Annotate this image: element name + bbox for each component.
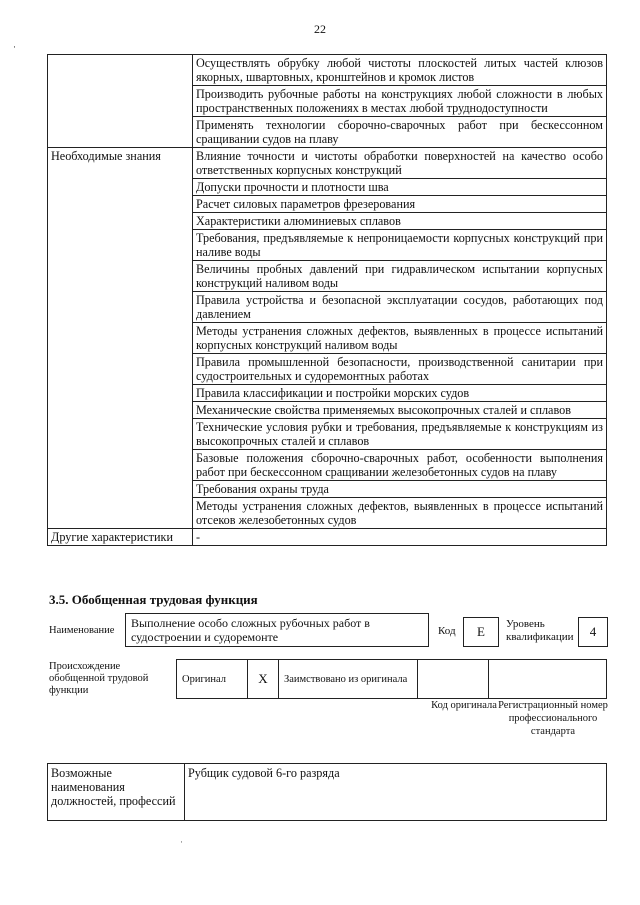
code-label: Код bbox=[438, 625, 456, 637]
level-label: Уровень квалификации bbox=[506, 618, 574, 643]
origin-code-cell bbox=[418, 660, 489, 699]
positions-value: Рубщик судовой 6-го разряда bbox=[185, 764, 607, 821]
origin-label: Происхождение обобщенной трудовой функции bbox=[49, 661, 149, 696]
row-content-cell: - bbox=[193, 529, 607, 546]
row-content-cell: Механические свойства применяемых высокопрочных сталей и сплавов bbox=[193, 402, 607, 419]
row-content-cell: Базовые положения сборочно-сварочных работ, особенности выполнения работ при бескессонном сращивании железобетонных судов на плаву bbox=[193, 450, 607, 481]
skills-knowledge-table bbox=[47, 54, 607, 546]
stray-dot: · bbox=[180, 837, 183, 847]
other-label-cell: Другие характеристики bbox=[48, 529, 193, 546]
row-content-cell: Расчет силовых параметров фрезерования bbox=[193, 196, 607, 213]
row-content-cell: Влияние точности и чистоты обработки поверхностей на качество особо ответственных корпусных конструкций bbox=[193, 148, 607, 179]
row-content-cell: Требования, предъявляемые к непроницаемости корпусных конструкций при наливе воды bbox=[193, 230, 607, 261]
row-content-cell: Применять технологии сборочно-сварочных работ при бескессонном сращивании судов на плаву bbox=[193, 117, 607, 148]
row-content-cell: Правила промышленной безопасности, производственной санитарии при судостроительных и судоремонтных работах bbox=[193, 354, 607, 385]
positions-label: Возможные наименования должностей, профессий bbox=[48, 764, 185, 821]
original-mark: X bbox=[248, 660, 279, 699]
table-row bbox=[48, 529, 607, 546]
positions-table bbox=[47, 763, 607, 821]
code-value-box: E bbox=[463, 617, 499, 647]
origin-table bbox=[176, 659, 607, 699]
original-label: Оригинал bbox=[177, 660, 248, 699]
section-title: 3.5. Обобщенная трудовая функция bbox=[49, 592, 258, 607]
row-content-cell: Методы устранения сложных дефектов, выявленных в процессе испытаний корпусных конструкций наливом воды bbox=[193, 323, 607, 354]
borrowed-label: Заимствовано из оригинала bbox=[279, 660, 418, 699]
margin-mark: · bbox=[13, 42, 16, 52]
origin-code-label: Код оригинала bbox=[431, 700, 497, 711]
row-content-cell: Величины пробных давлений при гидравлическом испытании корпусных конструкций наливом воды bbox=[193, 261, 607, 292]
row-content-cell: Допуски прочности и плотности шва bbox=[193, 179, 607, 196]
row-content-cell: Характеристики алюминиевых сплавов bbox=[193, 213, 607, 230]
row-content-cell: Осуществлять обрубку любой чистоты плоскостей литых частей клюзов якорных, швартовных, кронштейнов и кромок листов bbox=[193, 55, 607, 86]
reg-number-label: Регистрационный номер профессионального стандарта bbox=[498, 700, 608, 737]
table-row bbox=[48, 148, 607, 179]
reg-number-cell bbox=[489, 660, 607, 699]
row-content-cell: Требования охраны труда bbox=[193, 481, 607, 498]
function-name-box: Выполнение особо сложных рубочных работ в судостроении и судоремонте bbox=[125, 613, 429, 647]
row-content-cell: Методы устранения сложных дефектов, выявленных в процессе испытаний отсеков железобетонных судов bbox=[193, 498, 607, 529]
row-content-cell: Правила классификации и постройки морских судов bbox=[193, 385, 607, 402]
row-content-cell: Правила устройства и безопасной эксплуатации сосудов, работающих под давлением bbox=[193, 292, 607, 323]
row-content-cell: Технические условия рубки и требования, предъявляемые к конструкциям из высокопрочных сталей и сплавов bbox=[193, 419, 607, 450]
level-value-box: 4 bbox=[578, 617, 608, 647]
skills-label-cell bbox=[48, 55, 193, 148]
row-content-cell: Производить рубочные работы на конструкциях любой сложности в любых пространственных положениях в местах любой труднодоступности bbox=[193, 86, 607, 117]
knowledge-label-cell: Необходимые знания bbox=[48, 148, 193, 529]
name-label: Наименование bbox=[49, 625, 115, 636]
table-row bbox=[48, 55, 607, 86]
page-number: 22 bbox=[314, 22, 326, 36]
